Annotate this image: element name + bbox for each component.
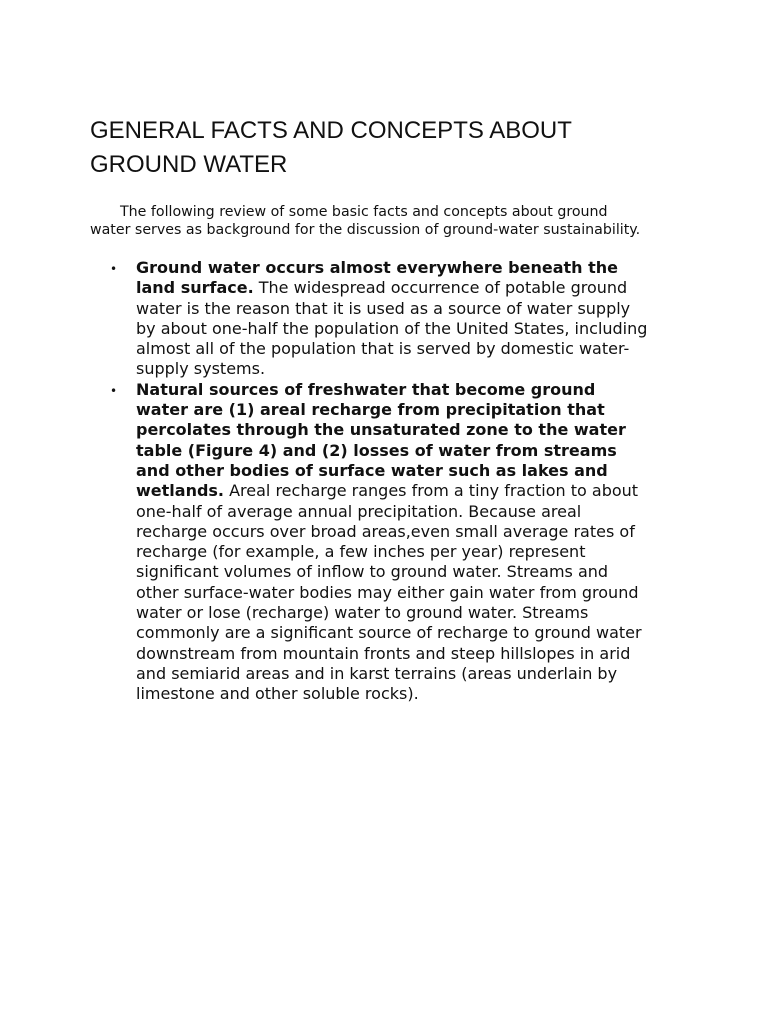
text-line (136, 481, 696, 501)
text-line (136, 522, 696, 542)
text-line (136, 420, 696, 440)
regular-text: Areal recharge ranges from a tiny fraction to about (224, 481, 639, 501)
regular-text: water or lose (recharge) water to ground water. Streams (136, 603, 589, 623)
text-line (136, 380, 696, 400)
text-line (136, 339, 696, 359)
text-line (136, 623, 696, 643)
text-line (136, 278, 696, 298)
text-line (136, 664, 696, 684)
bold-text: table (Figure 4) and (2) losses of water from streams (136, 440, 617, 460)
bullet-item-text (136, 380, 696, 705)
bold-text: Natural sources of freshwater that become ground (136, 379, 596, 399)
text-line (136, 441, 696, 461)
regular-text: The widespread occurrence of potable ground (253, 278, 628, 298)
regular-text: water is the reason that it is used as a source of water supply (136, 298, 631, 318)
regular-text: recharge occurs over broad areas,even small average rates of (136, 521, 635, 541)
text-line (136, 461, 696, 481)
text-line (136, 319, 696, 339)
bullet-item-text (136, 258, 696, 380)
title-line: GENERAL FACTS AND CONCEPTS ABOUT (90, 117, 572, 144)
text-line (136, 603, 696, 623)
text-line (136, 359, 696, 379)
regular-text: commonly are a significant source of recharge to ground water (136, 623, 642, 643)
regular-text: downstream from mountain fronts and steep hillslopes in arid (136, 643, 631, 663)
text-line (136, 400, 696, 420)
intro-paragraph (90, 203, 690, 239)
text-line (136, 299, 696, 319)
text-line (136, 562, 696, 582)
bullet-marker: • (110, 262, 118, 276)
page-title (90, 114, 690, 182)
text-line (136, 684, 696, 704)
text-line (136, 583, 696, 603)
text-line (136, 644, 696, 664)
bullet-list-item (0, 258, 768, 380)
title-line: GROUND WATER (90, 151, 288, 178)
intro-line: The following review of some basic facts and concepts about ground (120, 204, 608, 220)
regular-text: almost all of the population that is served by domestic water- (136, 339, 630, 359)
bold-text: percolates through the unsaturated zone to the water (136, 420, 626, 440)
regular-text: one-half of average annual precipitation. Because areal (136, 501, 582, 521)
bold-text: water are (1) areal recharge from precipitation that (136, 400, 605, 420)
bold-text: Ground water occurs almost everywhere beneath the (136, 258, 619, 277)
regular-text: and semiarid areas and in karst terrains (areas underlain by (136, 663, 618, 683)
regular-text: other surface-water bodies may either gain water from ground (136, 582, 639, 602)
bold-text: and other bodies of surface water such as lakes and (136, 460, 608, 480)
bold-text: land surface. (136, 278, 254, 298)
regular-text: significant volumes of inflow to ground water. Streams and (136, 562, 609, 582)
bullet-list (0, 258, 768, 705)
regular-text: recharge (for example, a few inches per year) represent (136, 542, 586, 562)
text-line (136, 542, 696, 562)
regular-text: by about one-half the population of the United States, including (136, 318, 648, 338)
bullet-marker: • (110, 383, 118, 398)
intro-line: water serves as background for the discussion of ground-water sustainability. (90, 222, 641, 238)
text-line (136, 502, 696, 522)
text-line (136, 258, 696, 278)
regular-text: supply systems. (136, 359, 266, 379)
regular-text: limestone and other soluble rocks). (136, 684, 419, 704)
bullet-list-item (0, 380, 768, 705)
bold-text: wetlands. (136, 481, 225, 501)
